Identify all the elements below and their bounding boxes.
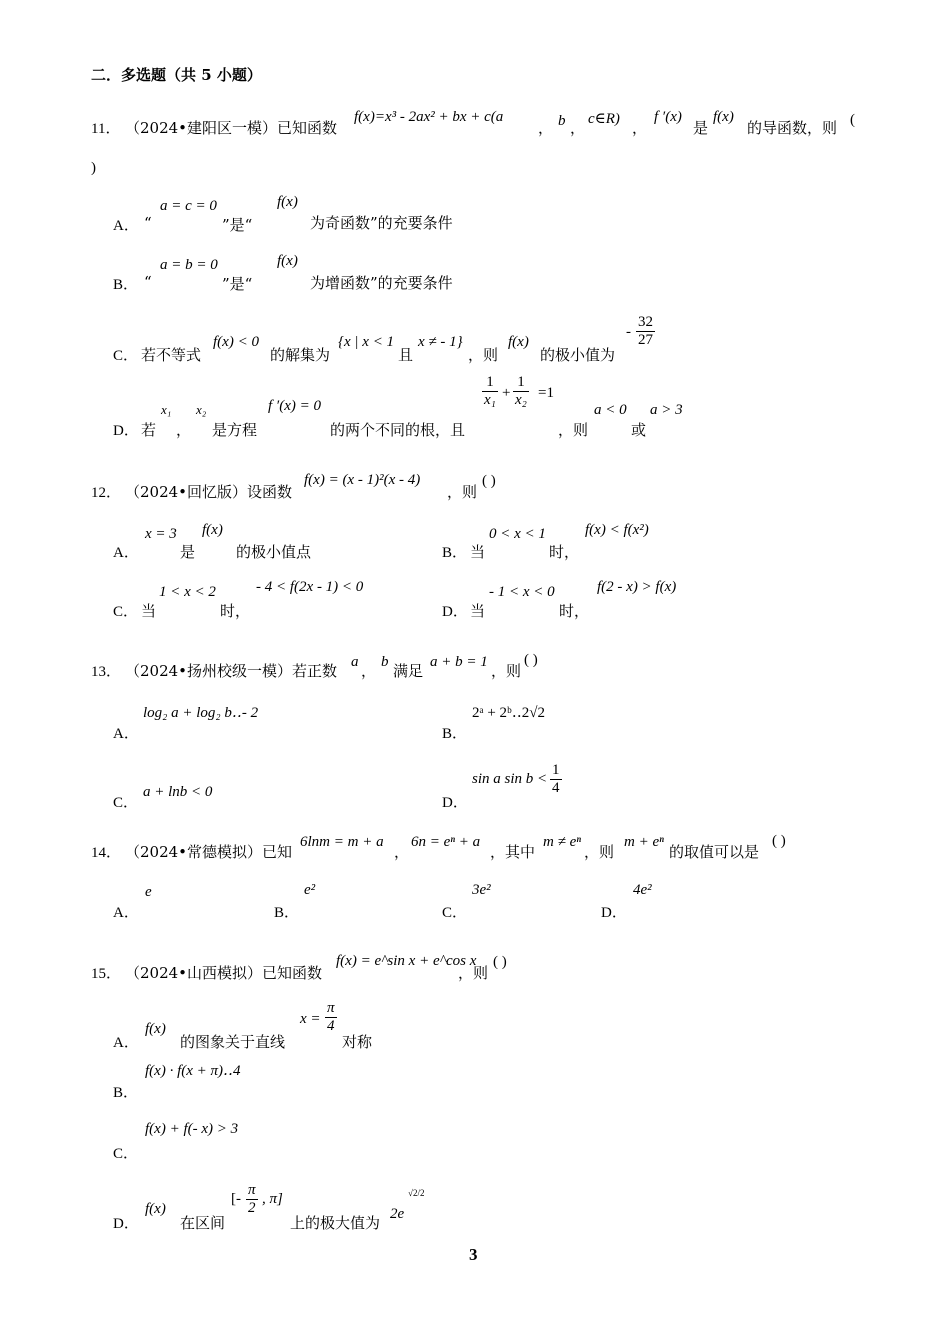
- question-source: （2024•山西模拟）已知函数: [125, 964, 323, 982]
- function-def: f(x)=x³ - 2ax² + bx + c(a: [354, 109, 504, 125]
- section-title: 二．多选题（共 5 小题）: [91, 66, 262, 84]
- fraction: $\frac{1}{\text{x₁}}$: [484, 374, 496, 408]
- question-number: 14．: [91, 845, 122, 861]
- question-number: 13．: [91, 664, 122, 680]
- question-number: 15．: [91, 966, 122, 982]
- question-source: （2024•建阳区一模）已知函数: [125, 119, 338, 137]
- fraction: $\frac{32}{27}$: [638, 314, 653, 348]
- fraction: $\frac{1}{4}$: [552, 762, 560, 796]
- function-def: f(x) = (x - 1)²(x - 4): [304, 472, 421, 488]
- question-number: 11．: [91, 121, 121, 137]
- question-source: （2024•回忆版）设函数: [125, 483, 293, 501]
- derivative: f ′(x): [654, 109, 682, 125]
- fraction: $\frac{1}{\text{x₂}}$: [515, 374, 527, 408]
- function-def: f(x) = e^sin x + e^cos x: [336, 953, 477, 969]
- question-number: 12．: [91, 485, 122, 501]
- fraction: $\frac{\pi}{2}$: [248, 1182, 256, 1216]
- page-number: 3: [469, 1245, 478, 1264]
- question-source: （2024•扬州校级一模）若正数: [125, 662, 338, 680]
- question-source: （2024•常德模拟）已知: [125, 843, 293, 861]
- fraction: $\frac{\pi}{4}$: [327, 1000, 335, 1034]
